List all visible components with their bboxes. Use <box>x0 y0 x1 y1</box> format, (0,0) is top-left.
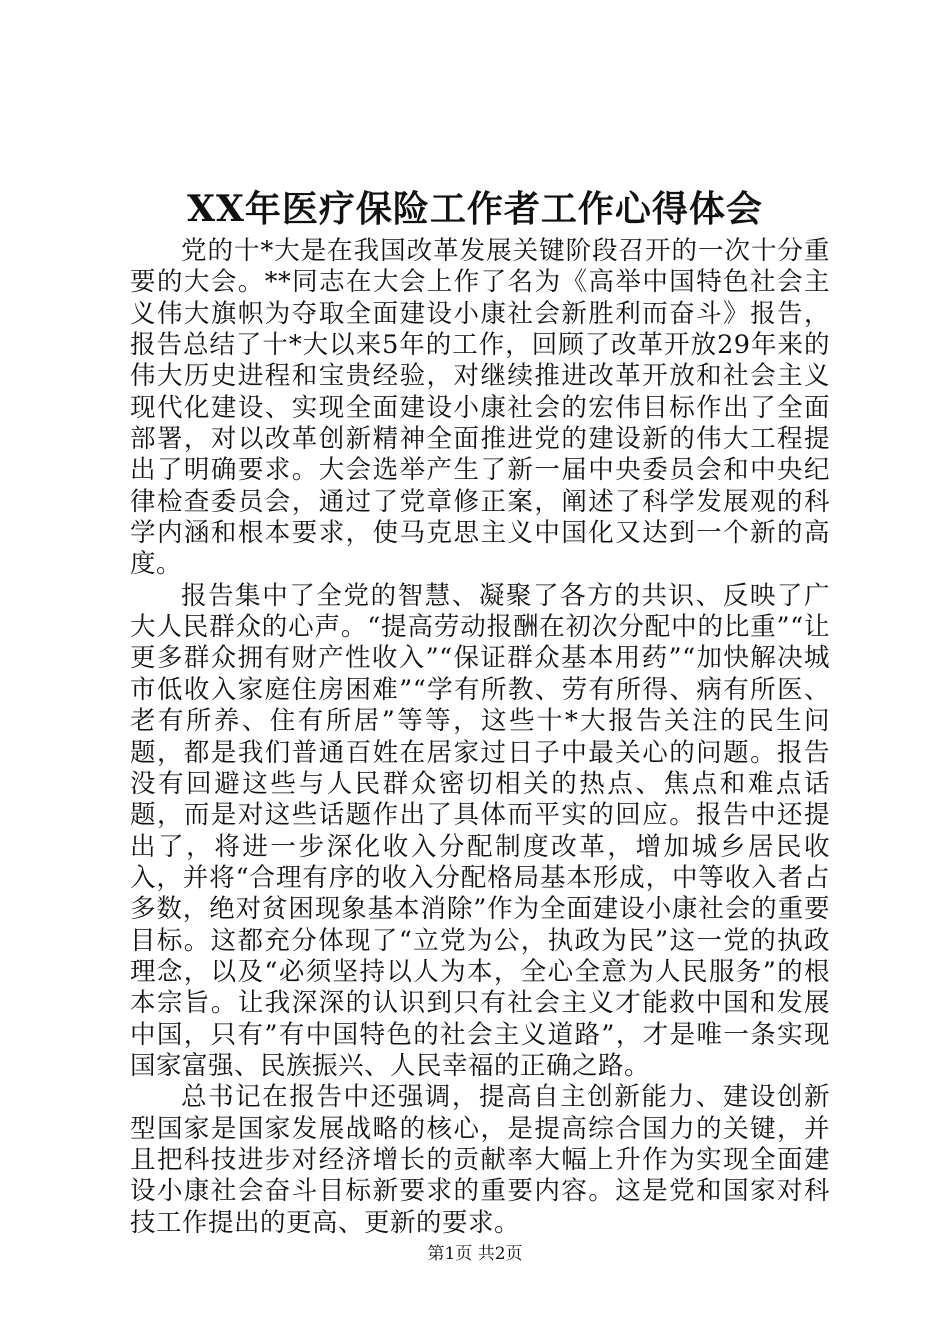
paragraph-3: 总书记在报告中还强调，提高自主创新能力、建设创新型国家是国家发展战略的核心，是提高综合国力的关键，并且把科技进步对经济增长的贡献率大幅上升作为实现全面建设小康社会奋斗目标新要求的重要内容。这是党和国家对科技工作提出的更高、更新的要求。 <box>130 1082 830 1238</box>
document-title: XX年医疗保险工作者工作心得体会 <box>187 188 763 230</box>
page-number-footer: 第1页 共2页 <box>427 1244 523 1264</box>
paragraph-2: 报告集中了全党的智慧、凝聚了各方的共识、反映了广大人民群众的心声。“提高劳动报酬在初次分配中的比重”“让更多群众拥有财产性收入”“保证群众基本用药”“加快解决城市低收入家庭住房困难”“学有所教、劳有所得、病有所医、老有所养、住有所居”等等，这些十*大报告关注的民生问题，都是我们普通百姓在居家过日子中最关心的问题。报告没有回避这些与人民群众密切相关的热点、焦点和难点话题，而是对这些话题作出了具体而平实的回应。报告中还提出了，将进一步深化收入分配制度改革，增加城乡居民收入，并将“合理有序的收入分配格局基本形成，中等收入者占多数，绝对贫困现象基本消除”作为全面建设小康社会的重要目标。这都充分体现了“立党为公，执政为民”这一党的执政理念，以及“必须坚持以人为本，全心全意为人民服务”的根本宗旨。让我深深的认识到只有社会主义才能救中国和发展中国，只有”有中国特色的社会主义道路”，才是唯一条实现国家富强、民族振兴、人民幸福的正确之路。 <box>130 580 830 1081</box>
document-body <box>130 236 830 1239</box>
paragraph-1: 党的十*大是在我国改革发展关键阶段召开的一次十分重要的大会。**同志在大会上作了名为《高举中国特色社会主义伟大旗帜为夺取全面建设小康社会新胜利而奋斗》报告，报告总结了十*大以来5年的工作，回顾了改革开放29年来的伟大历史进程和宝贵经验，对继续推进改革开放和社会主义现代化建设、实现全面建设小康社会的宏伟目标作出了全面部署，对以改革创新精神全面推进党的建设新的伟大工程提出了明确要求。大会选举产生了新一届中央委员会和中央纪律检查委员会，通过了党章修正案，阐述了科学发展观的科学内涵和根本要求，使马克思主义中国化又达到一个新的高度。 <box>130 236 830 580</box>
